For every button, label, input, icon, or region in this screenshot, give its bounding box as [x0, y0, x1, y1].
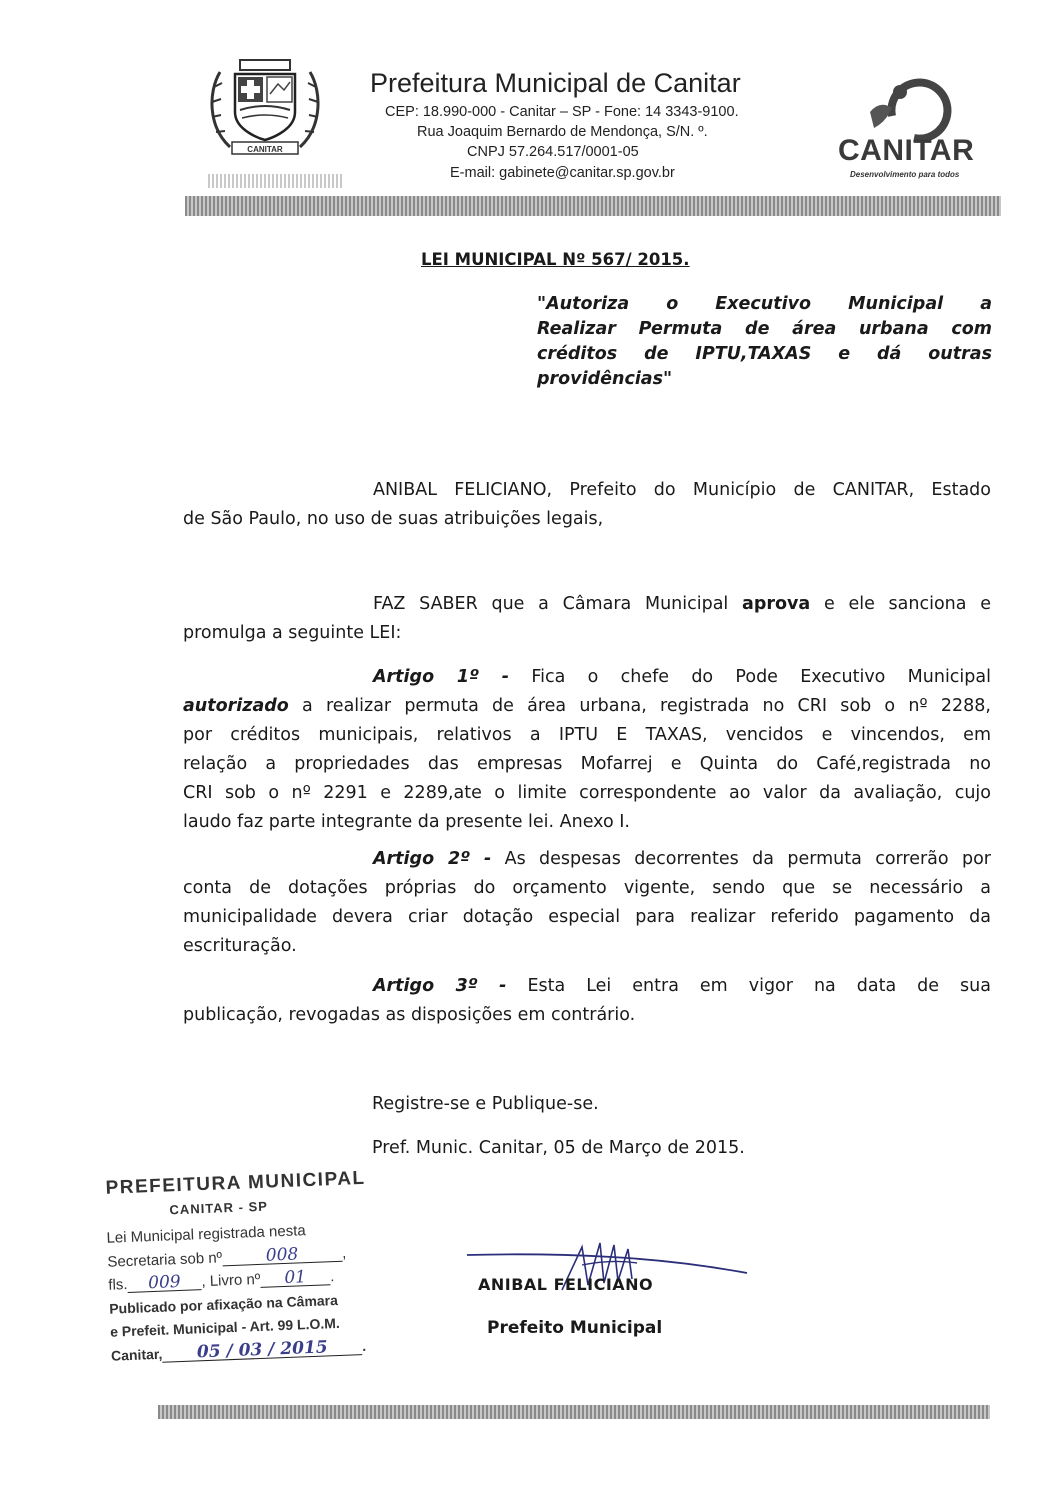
artigo-1-line: relação a propriedades das empresas Mofarrej e Quinta do Café,registrada no	[183, 754, 991, 774]
crest-label: CANITAR	[247, 145, 283, 154]
ementa-line: créditos de IPTU,TAXAS e dá outras	[537, 344, 992, 364]
artigo-2-label: Artigo 2º -	[373, 849, 492, 869]
artigo-1-line	[183, 692, 991, 721]
stamp-line: Canitar, 05 / 03 / 2015 .	[110, 1337, 367, 1364]
stamp-line: Secretaria sob nº 008 ,	[107, 1244, 347, 1271]
stamp-livro-fill: 01	[260, 1268, 331, 1288]
faz-saber-paragraph	[183, 590, 991, 648]
artigo-2-line: escrituração.	[183, 936, 297, 956]
canitar-logo-tagline: Desenvolvimento para todos	[850, 170, 960, 179]
artigo-3-line	[183, 972, 991, 1001]
artigo-1-line: por créditos municipais, relativos a IPTU E TAXAS, vencidos e vincendos, em	[183, 725, 991, 745]
artigo-1-line	[183, 663, 991, 692]
artigo-1-text: Fica o chefe do Pode Executivo Municipal	[531, 667, 991, 687]
aprova-emphasis: aprova	[742, 594, 811, 614]
stamp-line: fls. 009 , Livro nº 01 .	[108, 1267, 335, 1294]
stamp-number-fill: 008	[222, 1245, 343, 1267]
artigo-1-paragraph	[183, 663, 991, 837]
ementa-line: Realizar Permuta de área urbana com	[537, 319, 992, 339]
intro-line: ANIBAL FELICIANO, Prefeito do Município de CANITAR, Estado	[373, 480, 991, 500]
artigo-2-line	[183, 845, 991, 874]
stamp-text: Secretaria sob nº	[107, 1249, 223, 1271]
law-title: LEI MUNICIPAL Nº 567/ 2015.	[421, 250, 690, 269]
intro-paragraph	[183, 476, 991, 534]
stamp-text: , Livro nº	[201, 1270, 261, 1291]
registre-line: Registre-se e Publique-se.	[372, 1094, 599, 1114]
artigo-2-paragraph	[183, 845, 991, 961]
stamp-text: fls.	[108, 1276, 128, 1294]
footer-separator-band	[158, 1405, 990, 1419]
header-cnpj-line: CNPJ 57.264.517/0001-05	[467, 144, 639, 160]
signatory-role: Prefeito Municipal	[487, 1318, 663, 1338]
artigo-3-label: Artigo 3º -	[373, 976, 507, 996]
stamp-text: Canitar,	[110, 1345, 163, 1364]
header-decorative-bar	[208, 174, 343, 188]
stamp-date-fill: 05 / 03 / 2015	[162, 1338, 363, 1363]
canitar-logo-text: CANITAR	[838, 134, 975, 167]
artigo-3-paragraph	[183, 972, 991, 1030]
faz-saber-text: FAZ SABER que a Câmara Municipal	[373, 594, 743, 614]
header-email-line: E-mail: gabinete@canitar.sp.gov.br	[450, 165, 675, 181]
faz-saber-line	[183, 590, 991, 619]
stamp-fls-fill: 009	[127, 1273, 202, 1293]
municipal-crest-icon	[200, 52, 330, 162]
intro-line: de São Paulo, no uso de suas atribuições legais,	[183, 509, 604, 529]
stamp-line: Publicado por afixação na Câmara	[108, 1291, 339, 1317]
stamp-line: e Prefeit. Municipal - Art. 99 L.O.M.	[109, 1314, 341, 1340]
stamp-title: PREFEITURA MUNICIPAL	[105, 1167, 366, 1199]
stamp-line: Lei Municipal registrada nesta	[106, 1222, 307, 1247]
artigo-3-line: publicação, revogadas as disposições em contrário.	[183, 1005, 636, 1025]
header-title: Prefeitura Municipal de Canitar	[370, 68, 741, 98]
header-cep-line: CEP: 18.990-000 - Canitar – SP - Fone: 14 3343-9100.	[385, 104, 739, 120]
date-line: Pref. Munic. Canitar, 05 de Março de 2015.	[372, 1138, 745, 1158]
artigo-1-line: CRI sob o nº 2291 e 2289,ate o limite correspondente ao valor da avaliação, cujo	[183, 783, 991, 803]
artigo-1-line: laudo faz parte integrante da presente lei. Anexo I.	[183, 812, 630, 832]
artigo-2-line: conta de dotações próprias do orçamento vigente, sendo que se necessário a	[183, 878, 991, 898]
header-separator-band	[185, 196, 1001, 216]
header-address-line: Rua Joaquim Bernardo de Mendonça, S/N. º.	[417, 124, 708, 140]
artigo-2-line: municipalidade devera criar dotação especial para realizar referido pagamento da	[183, 907, 991, 927]
faz-saber-text: e ele sanciona e	[810, 594, 991, 614]
ementa-line: "Autoriza o Executivo Municipal a	[537, 294, 992, 314]
stamp-subtitle: CANITAR - SP	[169, 1198, 269, 1218]
ementa-line: providências"	[537, 369, 673, 389]
autorizado-emphasis: autorizado	[183, 696, 289, 716]
artigo-1-label: Artigo 1º -	[373, 667, 510, 687]
artigo-1-text: a realizar permuta de área urbana, registrada no CRI sob o nº 2288,	[288, 696, 991, 716]
law-ementa	[537, 292, 992, 392]
artigo-2-text: As despesas decorrentes da permuta correrão por	[491, 849, 991, 869]
signatory-name: ANIBAL FELICIANO	[478, 1275, 654, 1294]
registration-stamp	[100, 1160, 427, 1372]
artigo-3-text: Esta Lei entra em vigor na data de sua	[527, 976, 991, 996]
faz-saber-line: promulga a seguinte LEI:	[183, 623, 402, 643]
